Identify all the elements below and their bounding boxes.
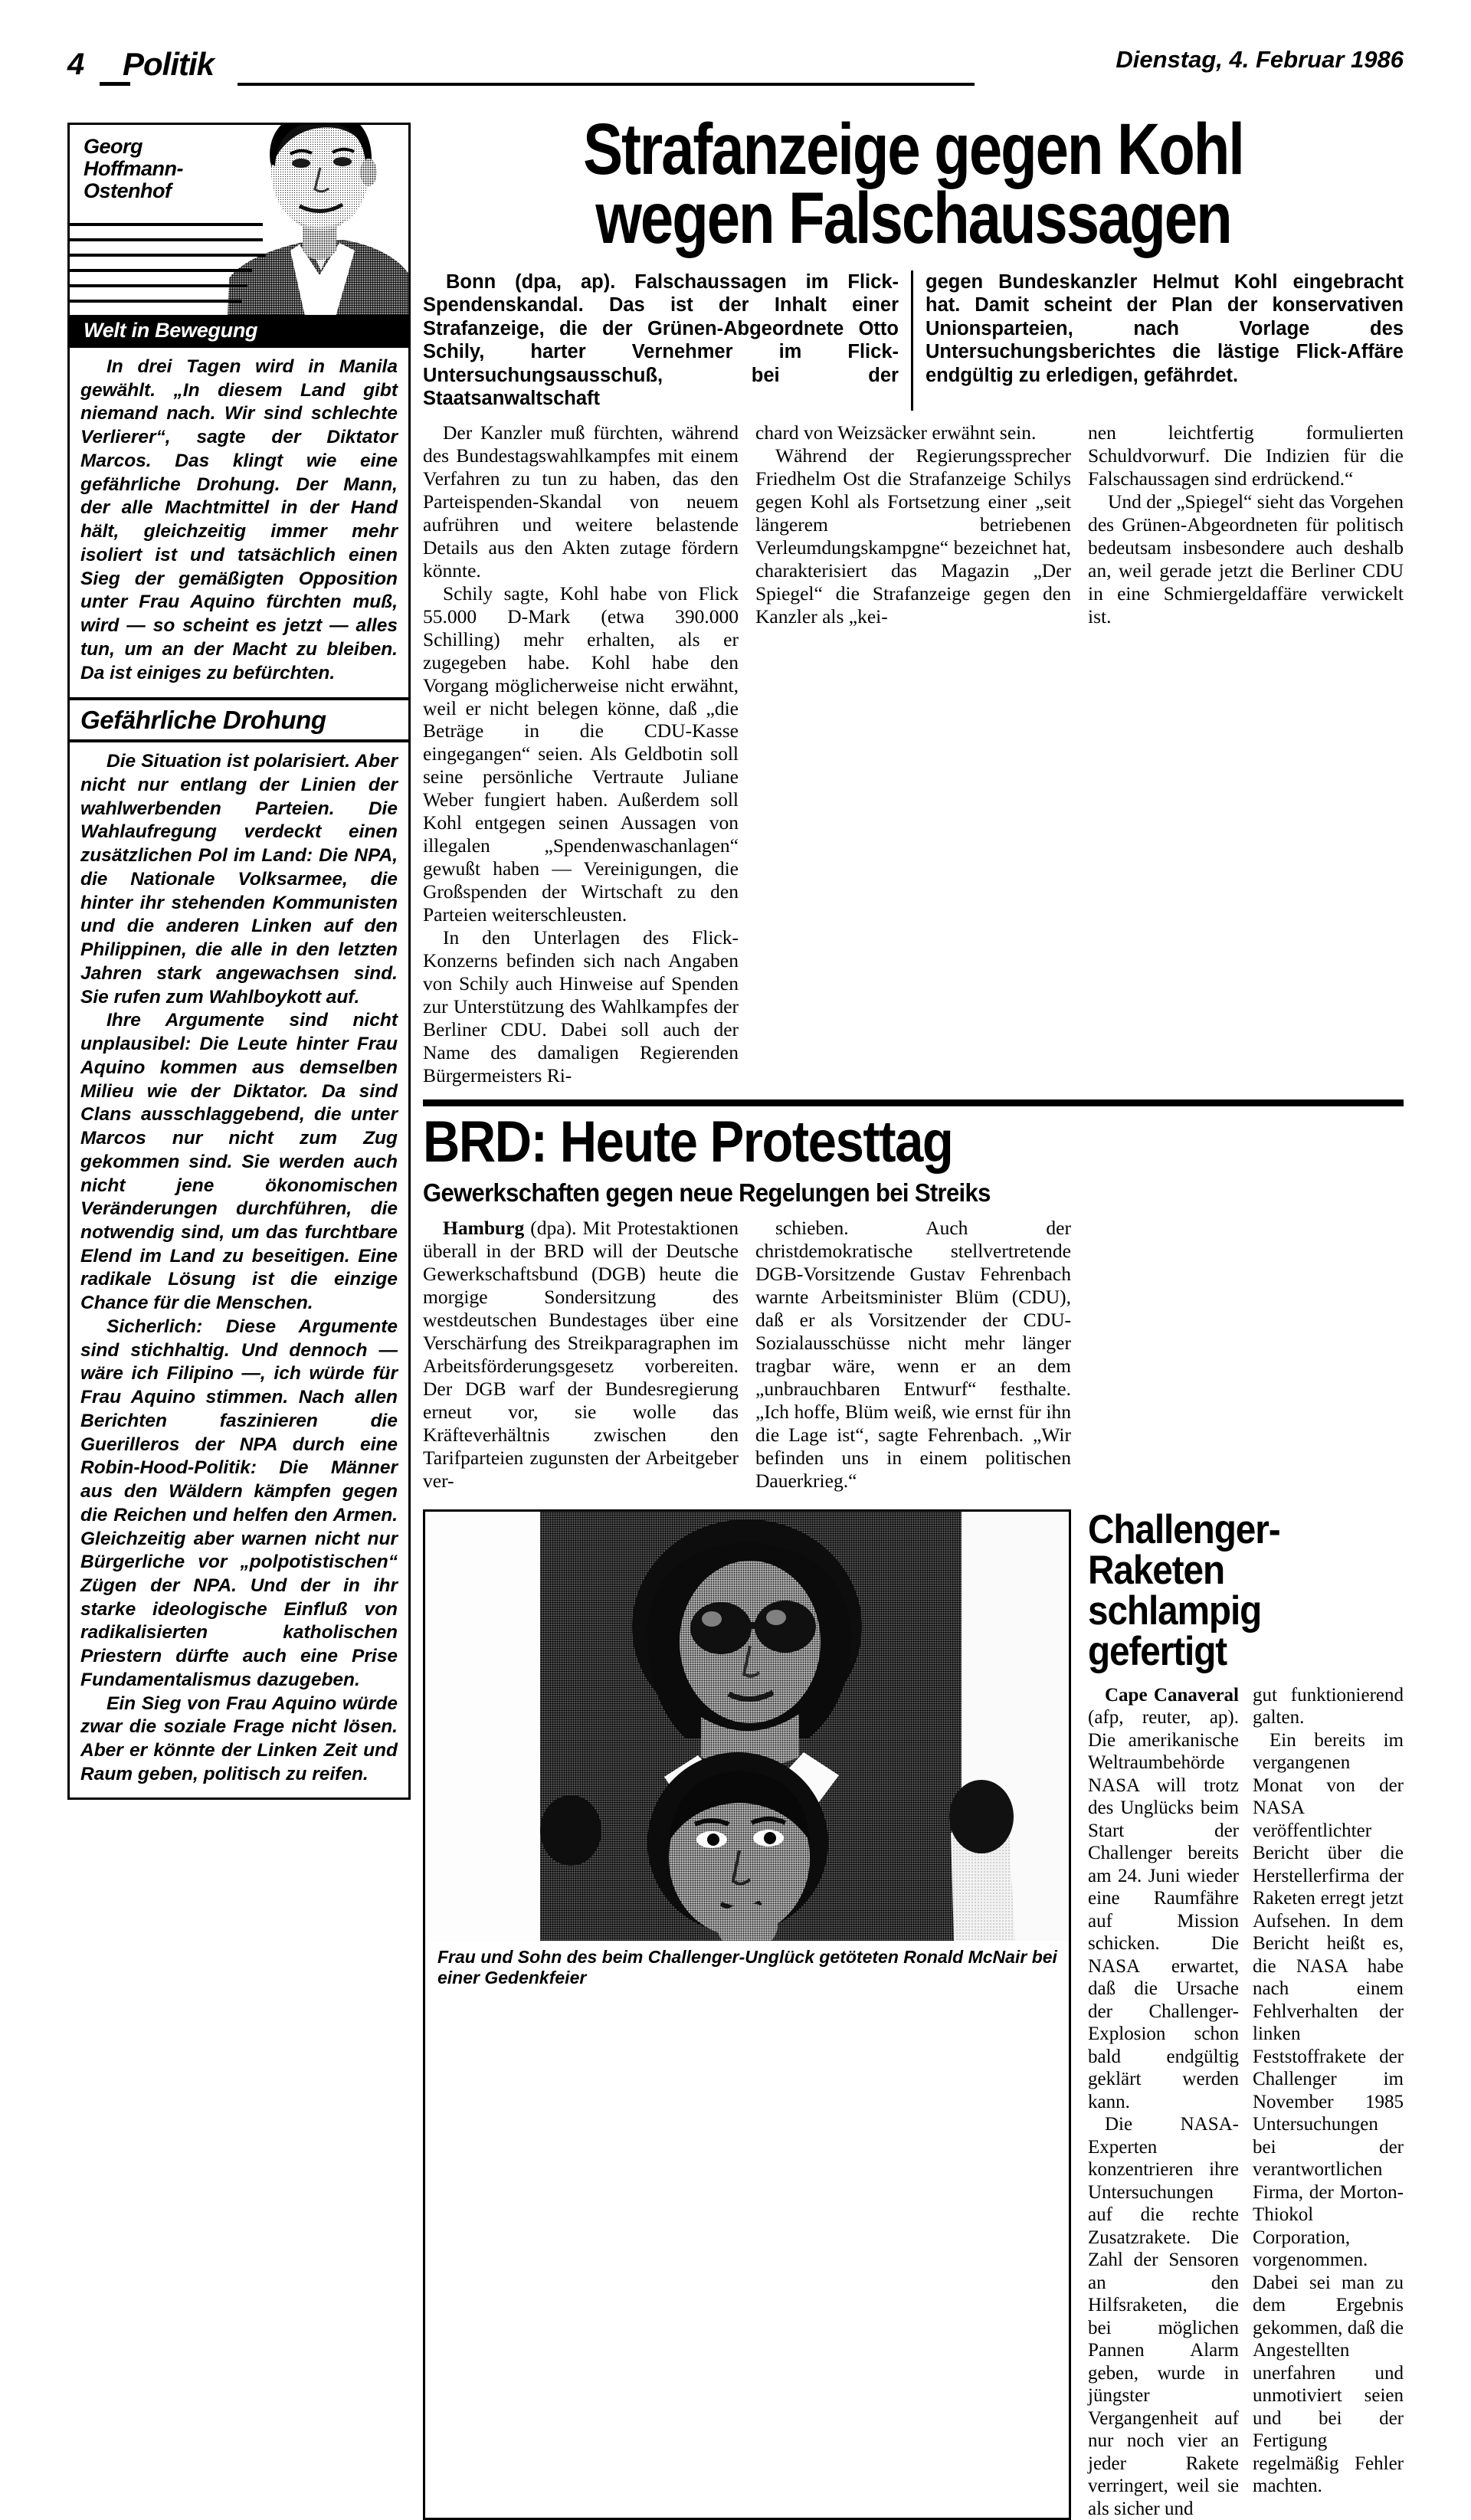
- opinion-intro-text: In drei Tagen wird in Manila gewählt. „In diesem Land gibt niemand nach. Wir sind schlechte Verlierer“, sagte der Diktator Marcos. Das klingt wie eine gefährliche Drohung. Der Mann, der alle Machtmittel in der Hand hält, gleichzeitig immer mehr isoliert ist und tatsächlich einen Sieg der gemäßigten Opposition unter Frau Aquino fürchten muß, wird — so scheint es jetzt — alles tun, um an der Macht zu bleiben. Da ist einiges zu befürchten.: [80, 356, 398, 683]
- kohl-body-column-1: [423, 421, 739, 1087]
- challenger-paragraph: gut funktionierend galten.: [1253, 1684, 1404, 1729]
- kohl-paragraph: Und der „Spiegel“ sieht das Vorgehen des Grünen-Abgeordneten für politisch bedeutsam insbesondere auch deshalb an, weil gerade jetzt die Berliner CDU in eine Schmiergeldaffäre verwickelt ist.: [1088, 490, 1404, 628]
- masthead: [67, 46, 1404, 92]
- opinion-subheadline: Gefährliche Drohung: [80, 706, 326, 735]
- opinion-paragraph: Die Situation ist polarisiert. Aber nicht nur entlang der Linien der wahlwerbenden Parteien. Die Wahlaufregung verdeckt einen zusätzlichen Pol im Land: Die NPA, die Nationale Volksarmee, die hinter ihr stehenden Kommunisten und die anderen Linken auf den Philippinen, die alle in den letzten Jahren stark angewachsen sind. Sie rufen zum Wahlboykott auf.: [80, 751, 398, 1008]
- kohl-body-column-3: [1088, 421, 1404, 1087]
- kohl-paragraph: chard von Weizsäcker erwähnt sein.: [755, 421, 1037, 444]
- opinion-banner: Welt in Bewegung: [70, 315, 408, 348]
- kohl-lead-left: [423, 270, 913, 411]
- section-title: Politik: [123, 46, 215, 82]
- opinion-subheadline-rule: [70, 739, 408, 742]
- challenger-paragraph: Cape Canaveral (afp, reuter, ap). Die amerikanische Weltraumbehörde NASA will trotz des Unglücks beim Start der Challenger bereits am 24. Juni wieder eine Raumfähre auf Mission schicken. Die NASA erwartet, daß die Ursache der Challenger-Explosion schon bald endgültig geklärt werden kann.: [1088, 1684, 1239, 2112]
- article-kohl: [423, 109, 1404, 1087]
- author-line-1: Georg: [84, 135, 143, 158]
- brd-paragraph: schieben. Auch der christdemokratische stellvertretende DGB-Vorsitzende Gustav Fehrenbach warnte Arbeitsminister Blüm (CDU), daß er als Vorsitzender der CDU-Sozialausschüsse nicht mehr länger tragbar wäre, wenn er an dem „unbrauchbaren Entwurf“ festhalte. „Ich hoffe, Blüm weiß, wie ernst für ihn die Lage ist“, sagte Fehrenbach. „Wir befinden uns in einem politischen Dauerkrieg.“: [755, 1217, 1071, 1492]
- opinion-body: [70, 749, 408, 1797]
- challenger-paragraph: Ein bereits im vergangenen Monat von der NASA veröffentlichter Bericht über die Herstellerfirma der Raketen erregt jetzt Aufsehen. In dem Bericht heißt es, die NASA habe nach einem Fehlverhalten der linken Feststoffrakete der Challenger im November 1985 Untersuchungen bei der verantwortlichen Firma, der Morton-Thiokol Corporation, vorgenommen. Dabei sei man zu dem Ergebnis gekommen, daß die Angestellten unerfahren und unmotiviert seien und bei der Fertigung regelmäßig Fehler machten.: [1253, 1729, 1404, 2497]
- opinion-column: [67, 123, 411, 1800]
- photo-caption: Frau und Sohn des beim Challenger-Unglück getöteten Ronald McNair bei einer Gedenkfeier: [437, 1946, 1057, 1987]
- kohl-paragraph: Schily sagte, Kohl habe von Flick 55.000 D-Mark (etwa 390.000 Schilling) mehr erhalten, als er zugegeben habe. Kohl habe den Vorgang möglicherweise nicht erwähnt, weil er nicht belegen könne, daß „die Beträge in die CDU-Kasse eingegangen“ seien. Als Geldbotin soll seine persönliche Vertraute Juliane Weber fungiert haben. Außerdem soll Kohl entgegen seinen Aussagen von illegalen „Spendenwaschanlagen“ gewußt haben — Vereinigungen, die Großspenden der Wirtschaft zu den Parteien weiterschleusten.: [423, 582, 739, 926]
- brd-top-rule: [423, 1099, 1404, 1106]
- opinion-header: [70, 125, 408, 315]
- brd-headline: BRD: Heute Protesttag: [423, 1109, 953, 1175]
- article-challenger: [1088, 1506, 1404, 2520]
- kohl-lead-right-text: gegen Bundeskanzler Helmut Kohl eingebracht hat. Damit scheint der Plan der konservativen Unionsparteien, nach Vorlage des Untersuchungsberichtes die lästige Flick-Affäre endgültig zu erledigen, gefährdet.: [926, 270, 1404, 386]
- kohl-body-columns: [423, 421, 1404, 1087]
- challenger-body-column-1: [1088, 1684, 1239, 2520]
- opinion-intro: [70, 348, 408, 691]
- main-content: [423, 109, 1404, 2520]
- challenger-headline-line-2: schlampig gefertigt: [1088, 1588, 1262, 1674]
- opinion-paragraph: Sicherlich: Diese Argumente sind stichhaltig. Und dennoch — wäre ich Filipino —, ich würde für Frau Aquino stimmen. Nach allen Berichten faszinieren die Guerilleros der NPA durch eine Robin-Hood-Politik: Die Männer aus den Wäldern kämpfen gegen die Reichen und helfen den Armen. Gleichzeitig aber warnen nicht nur Bürgerliche vor „polpotistischen“ Zügen der NPA. Und der in ihr starke ideologische Einfluß von radikalisierten katholischen Priestern dürfte auch eine Prise Fundamentalismus dazugeben.: [80, 1316, 398, 1690]
- kohl-lead: [423, 270, 1404, 411]
- challenger-paragraph: Die NASA-Experten konzentrieren ihre Untersuchungen auf die rechte Zusatzrakete. Die Zahl der Sensoren an den Hilfsraketen, die bei möglichen Pannen Alarm geben, wurde in jüngster Vergangenheit auf nur noch vier an jeder Rakete verringert, weil sie als sicher und: [1088, 2114, 1239, 2519]
- issue-date: Dienstag, 4. Februar 1986: [1116, 46, 1404, 73]
- kohl-paragraph: Der Kanzler muß fürchten, während des Bundestagswahlkampfes mit einem Verfahren zu tun zu haben, das den Parteispenden-Skandal von neuem aufrühren und weitere belastende Details aus den Akten zutage fördern könnte.: [423, 421, 739, 582]
- brd-paragraph: Hamburg (dpa). Mit Protestaktionen überall in der BRD will der Deutsche Gewerkschaftsbund (DGB) heute die morgige Sondersitzung des westdeutschen Bundestages über eine Verschärfung des Streikparagraphen im Arbeitsförderungsgesetz vorbereiten. Der DGB warf der Bundesregierung erneut vor, sie wolle das Kräfteverhältnis zwischen den Tarifparteien zugunsten der Arbeitgeber ver-: [423, 1217, 739, 1492]
- kohl-headline: [511, 109, 1315, 260]
- kohl-headline-line-1: Strafanzeige gegen Kohl: [583, 109, 1243, 190]
- challenger-body-column-2: [1253, 1684, 1404, 2520]
- kohl-lead-right: [913, 270, 1404, 411]
- opinion-paragraph: Ihre Argumente sind nicht unplausibel: Die Leute hinter Frau Aquino kommen aus demselben Milieu wie der Diktator. Da sind Clans ausschlaggebend, die unter Marcos nur nicht zum Zug gekommen sind. Sie werden auch nicht jene ökonomischen Veränderungen durchführen, die notwendig sind, um das furchtbare Elend im Land zu beseitigen. Eine radikale Lösung ist die einzige Chance für die Menschen.: [80, 1010, 398, 1314]
- brd-subheadline: Gewerkschaften gegen neue Regelungen bei Streiks: [423, 1178, 991, 1208]
- page-number: 4: [67, 48, 84, 81]
- kohl-body-column-2: [755, 421, 1071, 1087]
- author-line-2: Hoffmann-: [84, 156, 183, 180]
- opinion-paragraph: Ein Sieg von Frau Aquino würde zwar die soziale Frage nicht lösen. Aber er könnte der Linken Zeit und Raum geben, politisch zu reifen.: [80, 1693, 398, 1784]
- brd-body-column-2: [755, 1217, 1071, 1492]
- lower-section: [423, 1506, 1404, 2520]
- kohl-paragraph: Während der Regierungssprecher Friedhelm Ost die Strafanzeige Schilys gegen Kohl als Fortsetzung einer „seit längerem betriebenen Verleumdungskampgne“ bezeichnet hat, charakterisiert das Magazin „Der Spiegel“ die Strafanzeige gegen den Kanzler als „kei-: [755, 444, 1071, 628]
- challenger-body-columns: [1088, 1684, 1404, 2520]
- kohl-paragraph: nen leichtfertig formulierten Schuldvorwurf. Die Indizien für die Falschaussagen sind erdrückend.“: [1088, 421, 1404, 490]
- article-brd: [423, 1099, 1404, 1493]
- kohl-headline-line-2: wegen Falschaussagen: [595, 178, 1231, 260]
- brd-body-column-1: [423, 1217, 739, 1492]
- opinion-author: [84, 136, 183, 202]
- memorial-photo-block: [423, 1509, 1071, 2520]
- kohl-paragraph: In den Unterlagen des Flick-Konzerns befinden sich nach Angaben von Schily auch Hinweise auf Spenden zur Unterstützung des Wahlkampfes der Berliner CDU. Dabei soll auch der Name des damaligen Regierenden Bürgermeisters Ri-: [423, 926, 739, 1086]
- masthead-rule-middle: [238, 83, 975, 86]
- kohl-lead-left-text: Bonn (dpa, ap). Falschaussagen im Flick-Spendenskandal. Das ist der Inhalt einer Strafanzeige, die der Grünen-Abgeordnete Otto Schily, harter Vernehmer im Flick-Untersuchungsausschuß, bei der Staatsanwaltschaft: [423, 270, 899, 410]
- author-line-3: Ostenhof: [84, 179, 172, 202]
- decorative-rules: [70, 223, 277, 315]
- challenger-headline-line-1: Challenger-Raketen: [1088, 1506, 1280, 1593]
- memorial-photo: [425, 1512, 1069, 1941]
- brd-body-columns: [423, 1217, 1404, 1492]
- challenger-headline: [1088, 1506, 1372, 1674]
